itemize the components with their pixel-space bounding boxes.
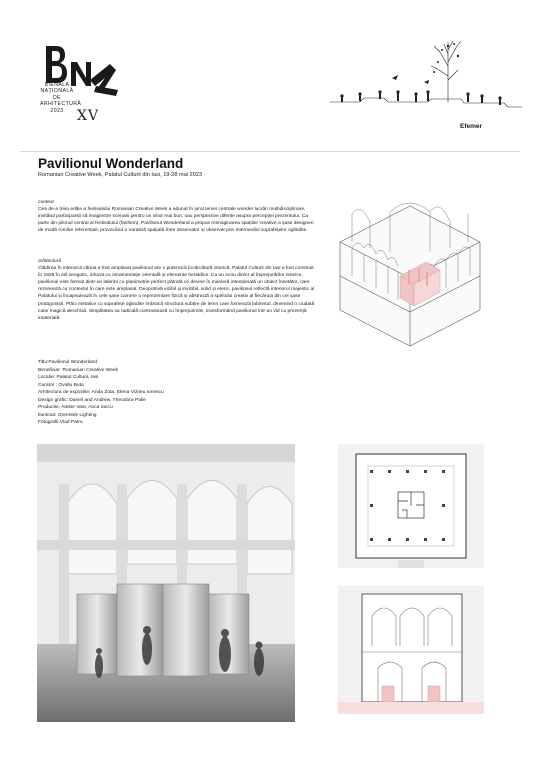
credit-line: Iluminat: Greentek Lighting	[38, 412, 97, 418]
logo-line: 2023	[50, 107, 64, 114]
credit-line: Locatie: Palatul Culturii, Iasi	[38, 375, 99, 380]
credit-line: Curator : Ovidiu Buta	[38, 382, 84, 388]
credit-line: Fotografii:Vlad Patru	[38, 420, 83, 425]
logo-edition: XV	[77, 108, 100, 124]
context-text: Cea de-a treia ediție a festivalului Romanian Creative Week a adunat în jurul temei centrale wonder lucrări multidisciplinare, invitând participanții să imagineze scenarii pentru un viitor mai bun, sau perspective diferite asupra percepției prezentului. Ca parte din pilonul central al festivalului (fashion), Pavilionul Wonderland a propus reimaginarea spațiilor creative a șase designeri de modă români referențiali, provocând o narativă spațială între observator și observat prin intermediul suprafețelor oglindite.	[38, 207, 314, 234]
context-label: context	[38, 200, 54, 205]
axonometric-drawing	[330, 198, 490, 353]
logo-line: NAȚIONALĂ	[40, 88, 74, 95]
context-block	[38, 199, 316, 234]
section-drawing	[338, 586, 484, 714]
floor-plan-drawing	[338, 444, 484, 568]
credit-line: Design grafic: Daniel and Andrew, Theodora Palie	[38, 397, 146, 403]
credits-list	[38, 359, 164, 427]
divider	[20, 151, 520, 152]
credit-line: Productie: Atelier Vast, Anca Iancu	[38, 405, 113, 410]
logo-line: BIENALA	[44, 82, 70, 88]
pavilion-photo	[37, 444, 295, 722]
credit-line: Arhitectura de expozitie: Anda Zota, Elena Viziteu Ionescu	[38, 390, 164, 395]
credit-line: Beneficiar: Romanian Creative Week	[38, 367, 119, 373]
header-illustration	[330, 36, 522, 120]
architecture-text: Clădirea în interiorul căreia a fost amplasat pavilionul are o puternică încărcătură istorică. Palatul Culturii din Iași a fost construit în 1925 în stil neogotic, infuzat cu ornamentație orientală și elemente heraldice. Ca un ecou direct al împrejurărilor istorice, pavilionul este format dintr-un labirint cu planimetrie perfect pătrată ce devine în manieră intenționată un obiect însetător, care rezonează cu contextul în care este amplasat. Deopotrivă vizibil și invizibil, solid și eteric, pavilionul reflectă interiorul majestic al Palatului și încapsulează în cele șase camere o reprezentare fizică și abstractă a spiritului creativ al fiecăruia din cei șase protagoniști. Plăci metalice cu suprafețe oglindite îmbracă structura subțire de lemn care formează labirintul, devenind o ciudată cutie magică deschisă. Simplitatea sa radicală contrastează cu împrejurimile, transformând pavilionul într-un vid cu prezență imaterială.	[38, 266, 315, 321]
architecture-block	[38, 258, 316, 322]
logo-line: DE	[52, 94, 61, 101]
credit-line: Titlu:Pavilionul Wonderland	[38, 360, 97, 365]
logo-line: ARHITECTURĂ	[40, 101, 82, 108]
category-label: Efemer	[460, 123, 483, 130]
logo-side-text	[40, 82, 82, 114]
page-subtitle: Romanian Creative Week, Palatul Culturii din Iasi, 19-28 mai 2023	[38, 172, 203, 178]
page-title: Pavilionul Wonderland	[38, 156, 184, 171]
architecture-label: arhitectură	[38, 259, 62, 264]
